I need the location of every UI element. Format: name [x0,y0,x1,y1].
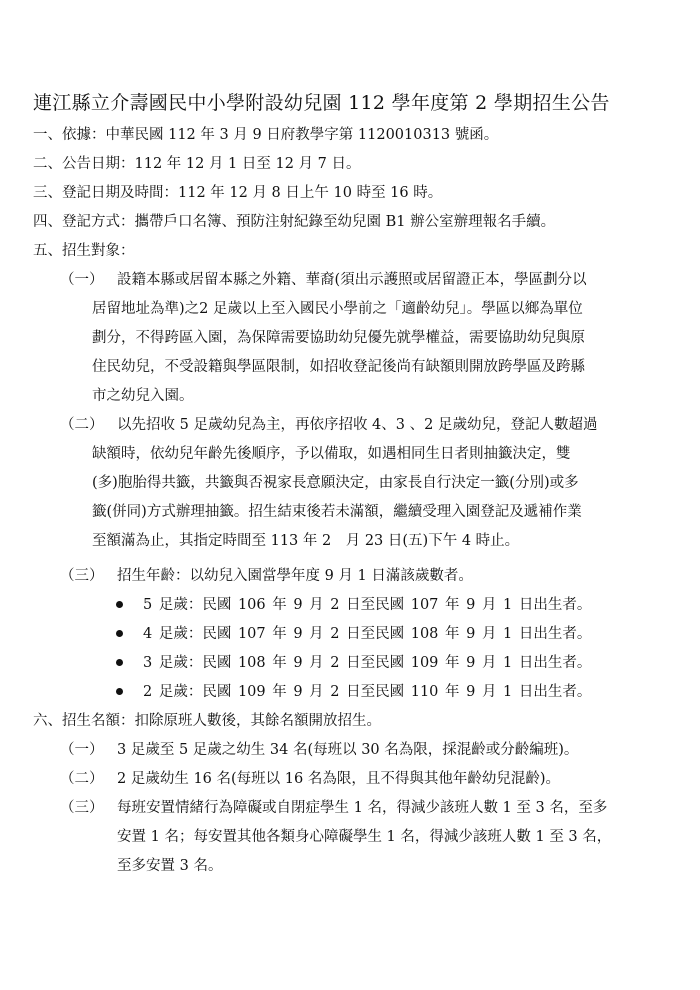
item-announce-date: 二、公告日期：112 年 12 月 1 日至 12 月 7 日。 [33,156,361,172]
bullet-icon [116,659,123,666]
item-targets-heading: 五、招生對象： [33,243,135,259]
age-range-item: 3 足歲：民國 108 年 9 月 2 日至民國 109 年 9 月 1 日出生者。 [143,655,592,671]
item-register-method: 四、登記方式：攜帶戶口名簿、預防注射紀錄至幼兒園 B1 辦公室辦理報名手續。 [33,214,556,230]
targets-sub3-label: （三） [60,568,104,584]
targets-sub2-line: (多)胞胎得共籤，共籤與否視家長意願決定，由家長自行決定一籤(分別)或多 [92,475,579,491]
targets-sub1-line: 居留地址為準)之2 足歲以上至入國民小學前之「適齡幼兒」。學區以鄉為單位 [92,301,583,317]
targets-sub1-line: 市之幼兒入園。 [92,388,194,404]
targets-sub2-label: （二） [60,417,104,433]
bullet-icon [116,630,123,637]
item-quota-heading: 六、招生名額：扣除原班人數後，其餘名額開放招生。 [33,713,381,729]
quota-sub3-line: 至多安置 3 名。 [117,858,223,874]
quota-sub2-text: 2 足歲幼生 16 名(每班以 16 名為限，且不得與其他年齡幼兒混齡)。 [117,771,560,787]
targets-sub2-line: 籤(併同)方式辦理抽籤。招生結束後若未滿額，繼續受理入園登記及遞補作業 [92,504,582,520]
bullet-icon [116,601,123,608]
targets-sub2-line: 缺額時，依幼兒年齡先後順序，予以備取，如遇相同生日者則抽籤決定，雙 [92,446,571,462]
document-title: 連江縣立介壽國民中小學附設幼兒園 112 學年度第 2 學期招生公告 [33,92,610,114]
quota-sub1-text: 3 足歲至 5 足歲之幼生 34 名(每班以 30 名為限，採混齡或分齡編班)。 [117,742,579,758]
age-range-item: 5 足歲：民國 106 年 9 月 2 日至民國 107 年 9 月 1 日出生者。 [143,597,592,613]
quota-sub3-line: 每班安置情緒行為障礙或自閉症學生 1 名，得減少該班人數 1 至 3 名，至多 [117,800,608,816]
bullet-icon [116,688,123,695]
item-basis: 一、依據：中華民國 112 年 3 月 9 日府教學字第 1120010313 號函。 [33,127,499,143]
quota-sub3-line: 安置 1 名；每安置其他各類身心障礙學生 1 名，得減少該班人數 1 至 3 名， [117,829,612,845]
targets-sub1-line: 住民幼兒，不受設籍與學區限制，如招收登記後尚有缺額則開放跨學區及跨縣 [92,359,585,375]
age-range-item: 4 足歲：民國 107 年 9 月 2 日至民國 108 年 9 月 1 日出生者。 [143,626,592,642]
targets-sub2-line: 以先招收 5 足歲幼兒為主，再依序招收 4、3 、2 足歲幼兒，登記人數超過 [117,417,598,433]
quota-sub2-label: （二） [60,771,104,787]
quota-sub1-label: （一） [60,742,104,758]
age-range-item: 2 足歲：民國 109 年 9 月 2 日至民國 110 年 9 月 1 日出生者。 [143,684,592,700]
targets-sub1-line: 設籍本縣或居留本縣之外籍、華裔(須出示護照或居留證正本，學區劃分以 [117,272,587,288]
targets-sub1-line: 劃分，不得跨區入園，為保障需要協助幼兒優先就學權益，需要協助幼兒與原 [92,330,585,346]
item-register-time: 三、登記日期及時間：112 年 12 月 8 日上午 10 時至 16 時。 [33,185,443,201]
targets-sub1-label: （一） [60,272,104,288]
targets-sub3-text: 招生年齡：以幼兒入園當學年度 9 月 1 日滿該歲數者。 [117,568,473,584]
quota-sub3-label: （三） [60,800,104,816]
targets-sub2-line: 至額滿為止，其指定時間至 113 年 2 月 23 日(五)下午 4 時止。 [92,533,520,549]
